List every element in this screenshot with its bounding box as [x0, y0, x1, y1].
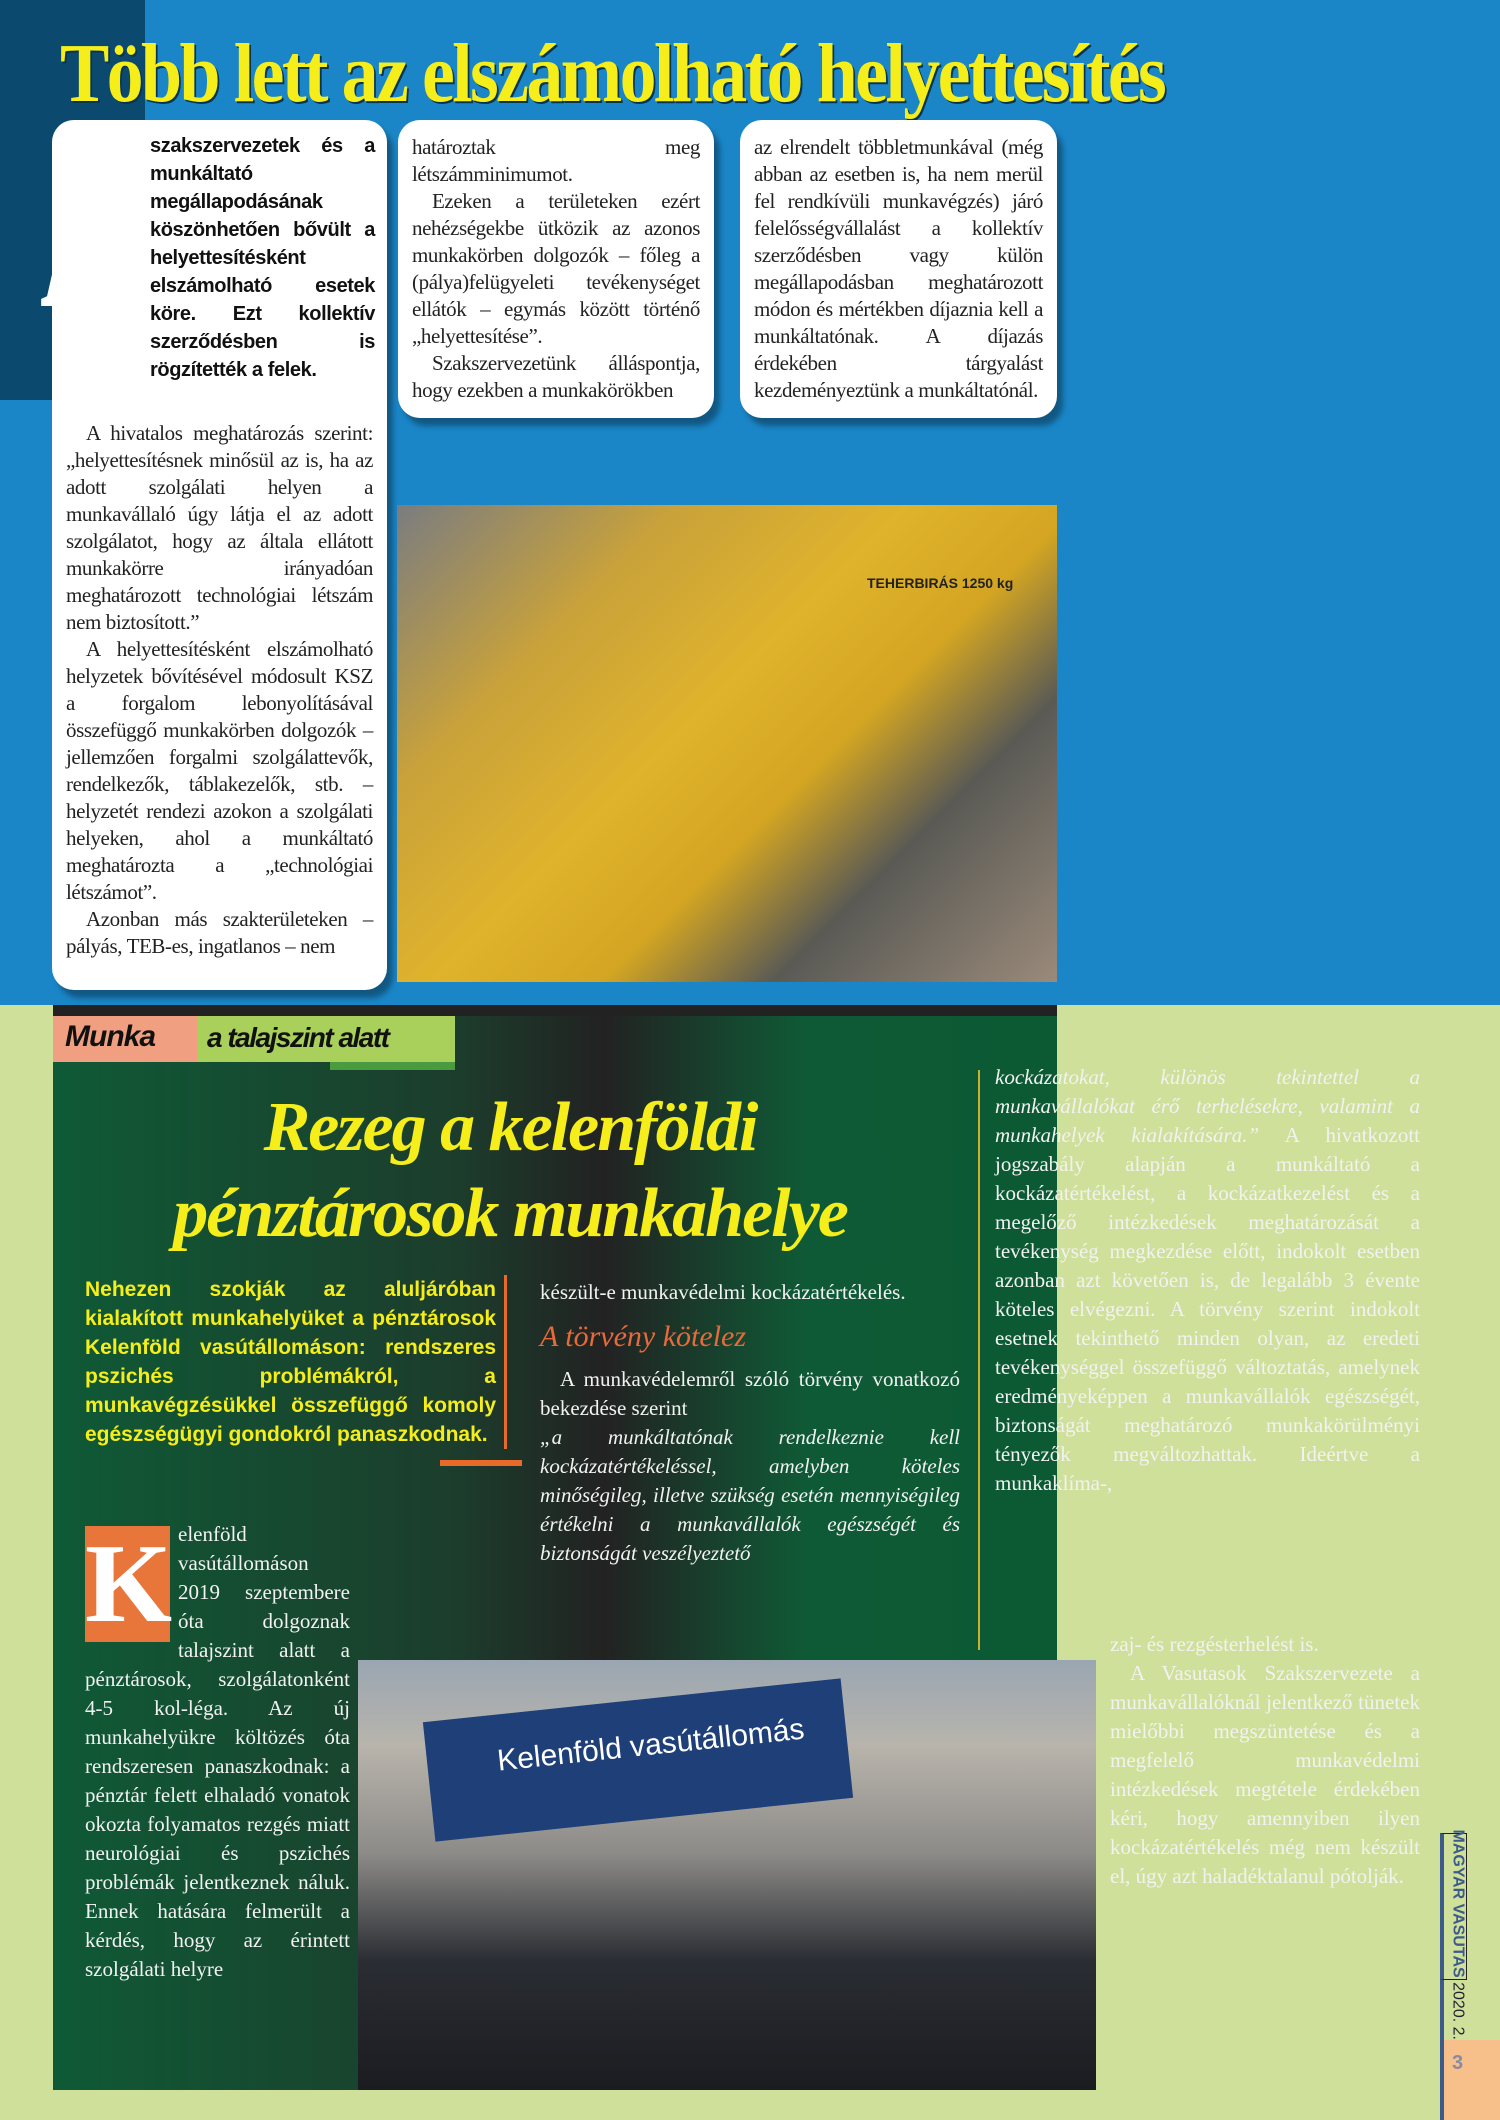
- panel-top-strip: [53, 1005, 1057, 1016]
- title-line: pénztárosok munkahelye: [173, 1175, 847, 1252]
- paragraph: készült-e munkavédelmi kockázatértékelés.: [540, 1280, 906, 1304]
- paragraph: Azonban más szakterületeken – pályás, TEB-es, ingatlanos – nem: [66, 907, 373, 958]
- station-sign: Kelenföld vasútállomás: [423, 1678, 853, 1841]
- article2-lead: Nehezen szokják az aluljáróban kialakított munkahelyüket a pénztárosok Kelenföld vasútállomáson: rendszeres pszichés problémákról, a munkavégzésükkel összefüggő komoly egészségügyi gondokról panaszkodnak.: [85, 1275, 507, 1449]
- article1-column-2: [398, 120, 714, 418]
- lead-accent-bar: [440, 1460, 522, 1466]
- magazine-name: MAGYAR VASUTAS: [1449, 1829, 1467, 1978]
- magazine-issue-label: [1440, 1829, 1467, 2040]
- article-title: Több lett az elszámolható helyettesítés: [60, 27, 1165, 120]
- paragraph-start: elenföld vasútállomáson 2019 szeptembere óta dolgoznak talajszint alatt a pénztárosok, szolgálatonként 4-5 kol-: [85, 1522, 350, 1720]
- paragraph: Ezeken a területeken ezért nehézségekbe ütközik az azonos munkakörben dolgozók – főleg a (pálya)felügyeleti tevékenységet ellátók – egymás között történő „helyettesítése”.: [412, 189, 700, 348]
- article2-column-3: [995, 1063, 1420, 1498]
- column-divider: [978, 1070, 980, 1650]
- paragraph: A hivatkozott jogszabály alapján a munkáltató a kockázatértékelést, a kockázatkezelést és a megelőző intézkedések meghatározását a tevékenység megkezdése előtt, indokolt esetben azonban azt követően is, de legalább 3 évente köteles elvégezni. A törvény szerint indokolt esetnek tekinthető minden olyan, az eredeti tevékenységgel összefüggő változtatás, amelynek eredményeképpen a munkavállalók egészségét, biztonságát meghatározó munkakörülményi tényezők megváltozhattak. Ideértve a munkaklíma-,: [995, 1123, 1421, 1495]
- paragraph: A hivatalos meghatározás szerint: „helyettesítésnek minősül az is, ha az adott szolgálati helyen a munkavállaló úgy látja el az adott szolgálatot, hogy az általa ellátott munkakörre irányadóan meghatározott technológiai létszám nem biztosított.”: [66, 421, 373, 634]
- quote: „a munkáltatónak rendelkeznie kell kockázatértékeléssel, amelyben köteles minőségileg, illetve szükség esetén mennyiségileg értékelni a munkavállalók egészségét és biztonságát veszélyeztető: [540, 1425, 960, 1565]
- quote: kockázatokat, különös tekintettel a munkavállalókat érő terhelésekre, valamint a munkahelyek kialakítására.”: [995, 1065, 1420, 1147]
- paragraph: A Vasutasok Szakszervezete a munkavállalóknál jelentkező tünetek mielőbbi megszüntetése és a megfelelő munkavédelmi intézkedések megtétele érdekében kéri, hogy amennyiben ilyen kockázatértékelés még nem készült el, úgy azt haladéktalanul pótolják.: [1110, 1661, 1420, 1888]
- paragraph: Szakszervezetünk álláspontja, hogy ezekben a munkakörökben: [412, 351, 700, 402]
- title-line: Rezeg a kelenföldi: [263, 1089, 757, 1166]
- drop-cap: A: [40, 129, 127, 350]
- photo-kelenfold-station: [358, 1660, 1096, 2090]
- paragraph-continued: léga. Az új munkahelyükre költözés óta rendszeresen panaszkodnak: a pénztár felett elhaladó vonatok okozta folyamatos rezgés miatt neurológiai és pszichés problémák jelentkeznek náluk. Ennek hatására felmerült a kérdés, hogy az érintett szolgálati helyre: [85, 1696, 350, 1981]
- tag-underline: [330, 1062, 455, 1070]
- paragraph: A munkavédelemről szóló törvény vonatkozó bekezdése szerint: [540, 1367, 960, 1420]
- subheading: A törvény kötelez: [540, 1320, 747, 1353]
- article1-column-3: [740, 120, 1057, 418]
- photo-text: TEHERBIRÁS 1250 kg: [867, 575, 1014, 591]
- article2-column-3-bottom: [1110, 1630, 1420, 1891]
- issue-number: 2020. 2.: [1449, 1982, 1467, 2040]
- paragraph: zaj- és rezgésterhelést is.: [1110, 1632, 1319, 1656]
- page-number: 3: [1444, 2040, 1500, 2120]
- article-lead: szakszervezetek és a munkáltató megállapodásának köszönhetően bővült a helyettesítésként elszámolható esetek köre. Ezt kollektív szerződésben is rögzítették a felek.: [150, 135, 375, 381]
- article2-title: [70, 1085, 950, 1257]
- drop-cap: K: [85, 1522, 173, 1646]
- section-tag-secondary: a talajszint alatt: [197, 1016, 455, 1062]
- paragraph: határoztak meg létszámminimumot.: [412, 135, 700, 186]
- section-tag-primary: Munka: [53, 1016, 197, 1062]
- photo-rail-maintenance-vehicle: [397, 505, 1057, 982]
- paragraph: A helyettesítésként elszámolható helyzetek bővítésével módosult KSZ a forgalom lebonyolításával összefüggő munkakörben dolgozók – jellemzően forgalmi szolgálattevők, rendelkezők, táblakezelők, stb. – helyzetét rendezi azokon a szolgálati helyeken, ahol a munkáltató meghatározta a „technológiai létszámot”.: [66, 637, 373, 904]
- paragraph: az elrendelt többletmunkával (még abban az esetben is, ha nem merül fel rendkívüli munkavégzés) járó felelősségvállalást a kollektív szerződésben vagy külön megállapodásban meghatározott módon és mértékben díjaznia kell a munkáltatónak. A díjazás érdekében tárgyalást kezdeményeztünk a munkáltatónál.: [754, 135, 1043, 402]
- article2-column-2: [540, 1278, 960, 1568]
- article2-column-1: [85, 1520, 350, 1984]
